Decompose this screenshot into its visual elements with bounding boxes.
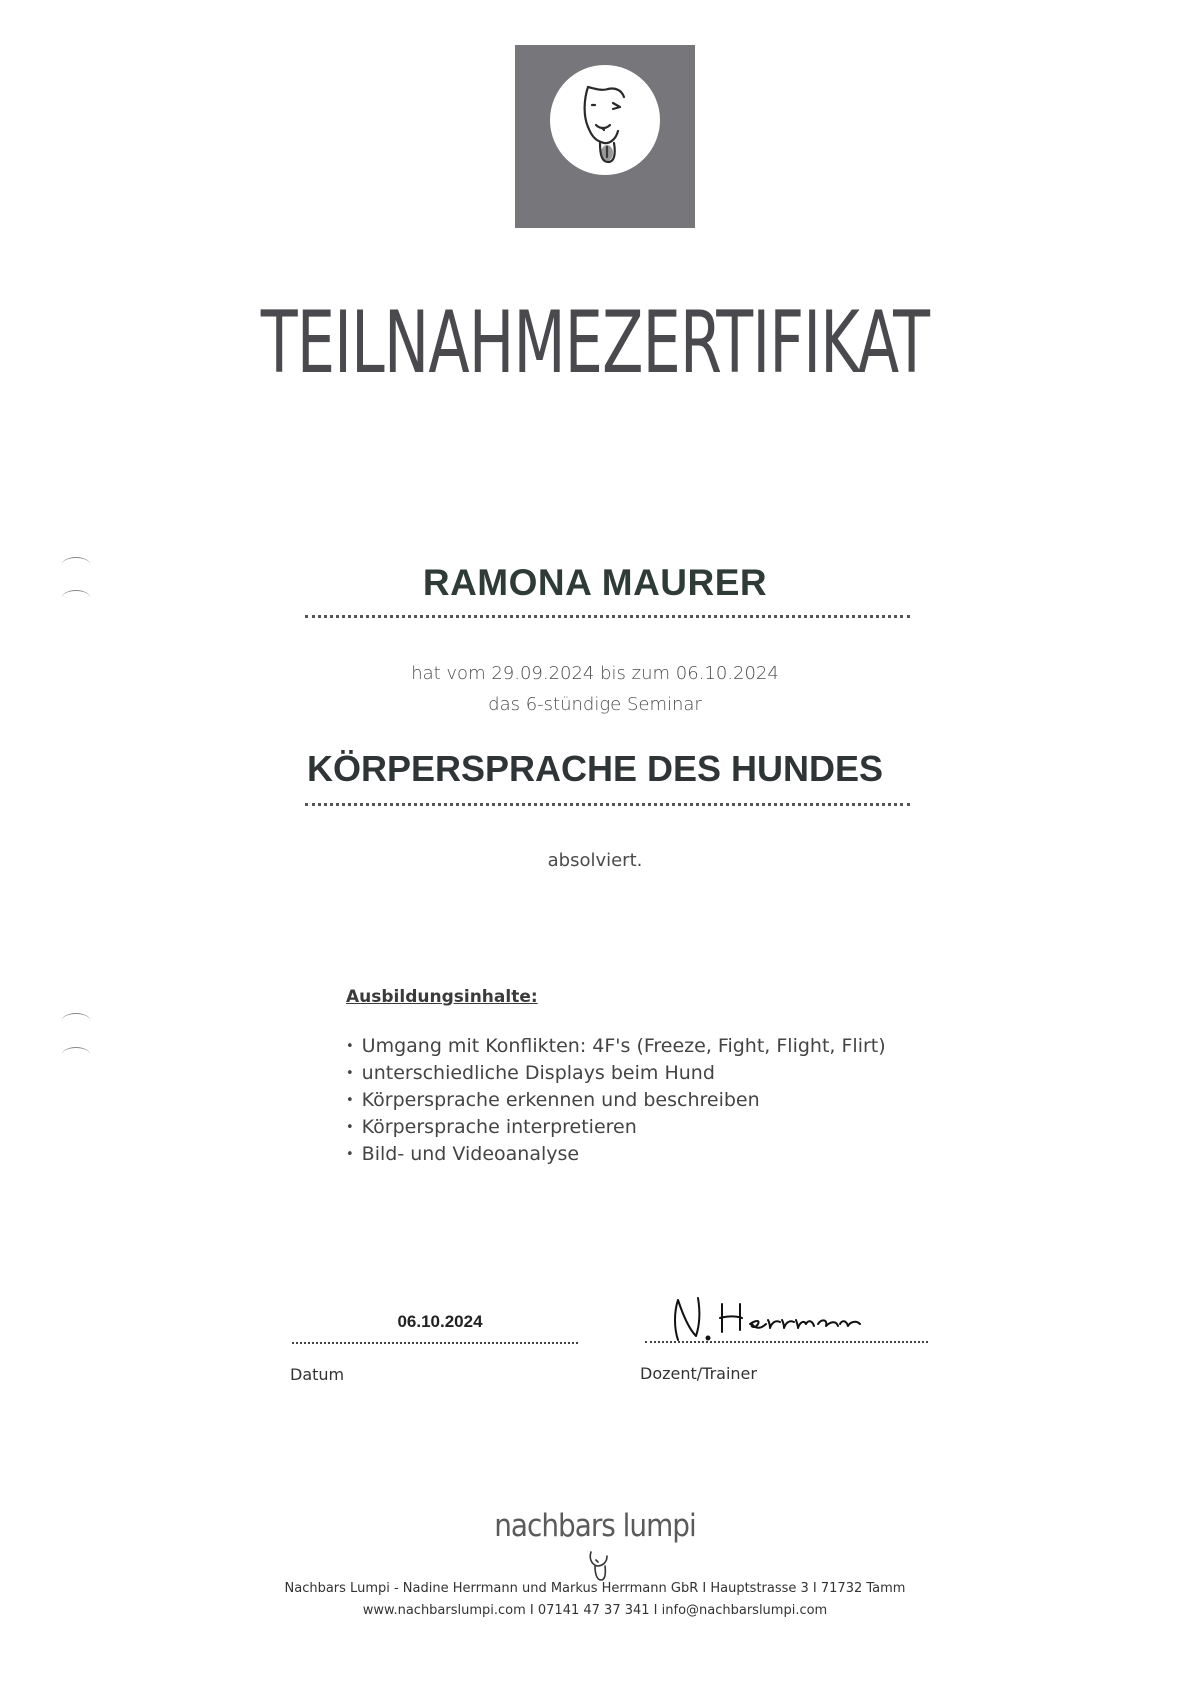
trainer-line: [645, 1341, 928, 1343]
punch-mark: [62, 1013, 90, 1028]
date-label: Datum: [290, 1365, 345, 1384]
list-item: • Umgang mit Konflikten: 4F's (Freeze, Fight, Flight, Flirt): [346, 1033, 886, 1060]
course-divider: [305, 803, 910, 806]
completed-text: absolviert.: [547, 850, 643, 871]
footer-address: Nachbars Lumpi - Nadine Herrmann und Markus Herrmann GbR I Hauptstrasse 3 I 71732 Tamm: [284, 1581, 906, 1596]
dog-face-icon: [550, 65, 660, 175]
list-item: • Körpersprache interpretieren: [346, 1114, 886, 1141]
contents-heading: Ausbildungsinhalte:: [346, 987, 538, 1007]
contents-list: [346, 1033, 886, 1168]
list-item: • Bild- und Videoanalyse: [346, 1141, 886, 1168]
seminar-type-text: das 6-stündige Seminar: [488, 694, 702, 715]
brand-name: nachbars lumpi: [494, 1508, 696, 1544]
punch-mark: [62, 1047, 90, 1062]
list-item: • Körpersprache erkennen und beschreiben: [346, 1087, 886, 1114]
name-divider: [305, 615, 910, 618]
date-value: 06.10.2024: [397, 1312, 483, 1331]
course-title: KÖRPERSPRACHE DES HUNDES: [306, 748, 884, 789]
certificate-title: TEILNAHMEZERTIFIKAT: [260, 293, 930, 393]
trainer-label: Dozent/Trainer: [640, 1364, 757, 1383]
footer-contact: www.nachbarslumpi.com I 07141 47 37 341 I info@nachbarslumpi.com: [362, 1603, 828, 1618]
brand-logo: [0, 1508, 1190, 1544]
period-text: hat vom 29.09.2024 bis zum 06.10.2024: [411, 663, 779, 684]
participant-name: RAMONA MAURER: [422, 562, 768, 603]
logo: [515, 45, 695, 228]
date-line: [292, 1342, 578, 1344]
list-item: • unterschiedliche Displays beim Hund: [346, 1060, 886, 1087]
